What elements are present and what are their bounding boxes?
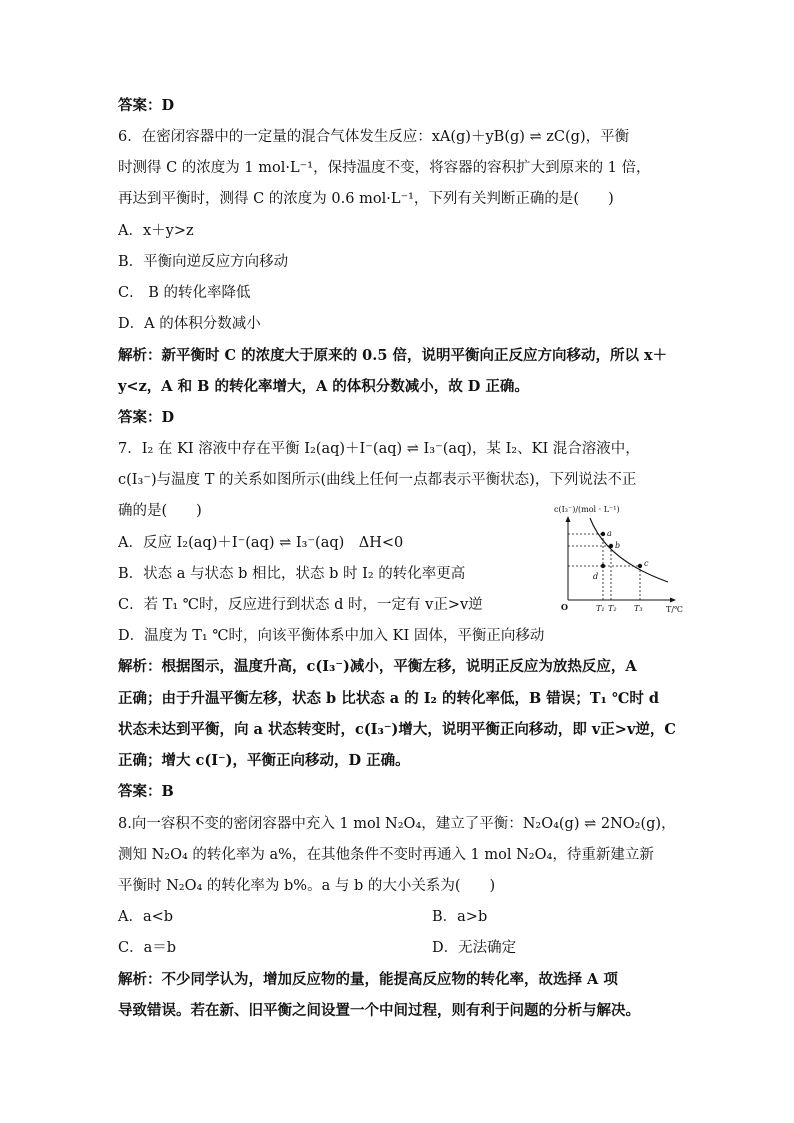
explanation-6-line-1: 解析：新平衡时 C 的浓度大于原来的 0.5 倍，说明平衡向正反应方向移动，所以 x＋ xyxy=(118,347,668,364)
explanation-6-line-2: y<z，A 和 B 的转化率增大，A 的体积分数减小，故 D 正确。 xyxy=(118,378,529,395)
question-7-line-2: c(I₃⁻)与温度 T 的关系如图所示(曲线上任何一点都表示平衡状态)，下列说法不正 xyxy=(118,472,637,488)
answer-5: 答案：D xyxy=(118,97,175,114)
point-a-label: a xyxy=(607,529,612,538)
question-8-option-d: D．无法确定 xyxy=(432,940,517,956)
tick-t3-label: T₃ xyxy=(634,604,643,613)
question-6-line-1: 6．在密闭容器中的一定量的混合气体发生反应：xA(g)＋yB(g) ⇌ zC(g)，平衡 xyxy=(118,129,630,145)
figure-y-axis-label: c(I₃⁻)/(mol · L⁻¹) xyxy=(554,505,620,514)
explanation-8-line-2: 导致错误。若在新、旧平衡之间设置一个中间过程，则有利于问题的分析与解决。 xyxy=(118,1002,640,1019)
question-6-line-2: 时测得 C 的浓度为 1 mol·L⁻¹，保持温度不变，将容器的容积扩大到原来的 1 倍， xyxy=(118,160,651,176)
point-c-label: c xyxy=(644,559,649,568)
explanation-7-line-2: 正确；由于升温平衡左移，状态 b 比状态 a 的 I₂ 的转化率低，B 错误；T₁ ℃时 d xyxy=(118,690,660,707)
question-8-line-3: 平衡时 N₂O₄ 的转化率为 b%。a 与 b 的大小关系为( ) xyxy=(118,878,496,894)
question-7-line-3: 确的是( ) xyxy=(118,503,202,519)
question-6-option-b: B．平衡向逆反应方向移动 xyxy=(118,254,289,270)
point-b-marker xyxy=(609,544,613,548)
question-8-line-1: 8.向一容积不变的密闭容器中充入 1 mol N₂O₄，建立了平衡：N₂O₄(g) ⇌ 2NO₂(g)， xyxy=(118,816,676,832)
answer-6: 答案：D xyxy=(118,409,175,426)
equilibrium-temperature-figure xyxy=(548,500,688,616)
point-d-marker xyxy=(601,564,605,568)
point-d-label: d xyxy=(593,572,599,581)
question-7-option-d: D．温度为 T₁ ℃时，向该平衡体系中加入 KI 固体，平衡正向移动 xyxy=(118,628,545,644)
point-b-label: b xyxy=(615,541,621,550)
explanation-7-line-1: 解析：根据图示，温度升高，c(I₃⁻)减小，平衡左移，说明正反应为放热反应，A xyxy=(118,658,637,675)
question-8-line-2: 测知 N₂O₄ 的转化率为 a%，在其他条件不变时再通入 1 mol N₂O₄，待重新建立新 xyxy=(118,847,654,863)
tick-t2-label: T₂ xyxy=(608,604,617,613)
question-7-option-c: C．若 T₁ ℃时，反应进行到状态 d 时，一定有 v正>v逆 xyxy=(118,597,483,613)
question-6-line-3: 再达到平衡时，测得 C 的浓度为 0.6 mol·L⁻¹，下列有关判断正确的是( ) xyxy=(118,191,614,207)
question-7-option-a: A．反应 I₂(aq)＋I⁻(aq) ⇌ I₃⁻(aq) ΔH<0 xyxy=(118,535,404,551)
figure-x-axis-label: T/℃ xyxy=(666,605,683,614)
question-8-option-c: C．a＝b xyxy=(118,940,177,956)
question-7-option-b: B．状态 a 与状态 b 相比，状态 b 时 I₂ 的转化率更高 xyxy=(118,566,466,582)
explanation-7-line-3: 状态未达到平衡，向 a 状态转变时，c(I₃⁻)增大，说明平衡正向移动，即 v正>v逆，C xyxy=(118,721,676,738)
tick-t1-label: T₁ xyxy=(596,604,605,613)
question-7-line-1: 7．I₂ 在 KI 溶液中存在平衡 I₂(aq)＋I⁻(aq) ⇌ I₃⁻(aq)，某 I₂、KI 混合溶液中， xyxy=(118,441,640,457)
explanation-7-line-4: 正确；增大 c(I⁻)，平衡正向移动，D 正确。 xyxy=(118,752,410,769)
point-c-marker xyxy=(638,564,642,568)
question-8-option-a: A．a<b xyxy=(118,909,174,925)
figure-origin-label: O xyxy=(561,602,568,612)
question-6-option-a: A．x＋y>z xyxy=(118,223,194,239)
question-6-option-d: D．A 的体积分数减小 xyxy=(118,316,261,332)
question-8-option-b: B．a>b xyxy=(432,909,488,925)
point-a-marker xyxy=(601,532,605,536)
explanation-8-line-1: 解析：不少同学认为，增加反应物的量，能提高反应物的转化率，故选择 A 项 xyxy=(118,971,618,988)
answer-7: 答案：B xyxy=(118,783,174,800)
question-6-option-c: C． B 的转化率降低 xyxy=(118,285,251,301)
